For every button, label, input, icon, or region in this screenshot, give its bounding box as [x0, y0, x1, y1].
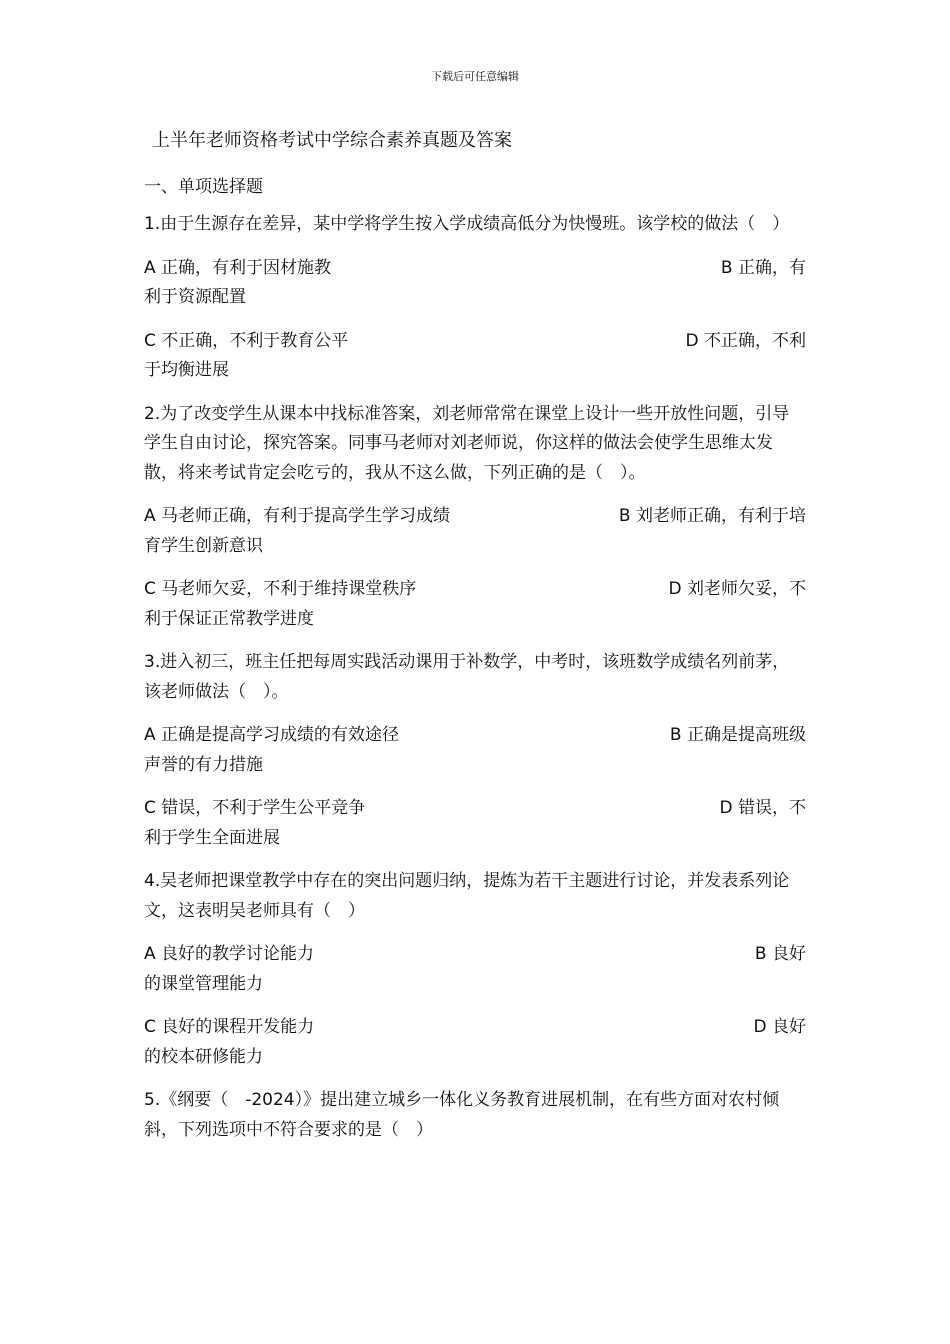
option-d: D 错误，不: [719, 798, 806, 818]
option-a: A 正确，有利于因材施教: [144, 257, 332, 278]
option-c: C 不正确，不利于教育公平: [144, 330, 349, 351]
option-a: A 良好的教学讨论能力: [144, 944, 315, 964]
question-1: [144, 210, 806, 386]
option-row: [144, 502, 806, 561]
option-b-continued: 的课堂管理能力: [144, 973, 263, 994]
option-row: [144, 327, 806, 386]
question-stem: 2.为了改变学生从课本中找标准答案，刘老师常常在课堂上设计一些开放性问题，引导学生自由讨论，探究答案。同事马老师对刘老师说，你这样的做法会使学生思维太发散，将来考试肯定会吃亏的，我从不这么做，下列正确的是（ ）。: [144, 403, 790, 483]
option-d-continued: 利于学生全面进展: [144, 827, 280, 848]
question-stem: 3.进入初三，班主任把每周实践活动课用于补数学，中考时，该班数学成绩名列前茅，该老师做法（ ）。: [144, 652, 790, 702]
section-heading: 一、单项选择题: [144, 177, 263, 197]
question-stem: 4.吴老师把课堂教学中存在的突出问题归纳，提炼为若干主题进行讨论，并发表系列论文，这表明吴老师具有（ ）: [144, 871, 790, 921]
question-list: [144, 210, 806, 1159]
question-4: [144, 867, 806, 1072]
option-d: D 刘老师欠妥，不: [668, 579, 806, 599]
option-c: C 马老师欠妥，不利于维持课堂秩序: [144, 579, 417, 599]
option-c: C 良好的课程开发能力: [144, 1017, 315, 1037]
option-c: C 错误，不利于学生公平竞争: [144, 798, 366, 818]
document-title: 上半年老师资格考试中学综合素养真题及答案: [152, 130, 512, 151]
option-row: [144, 254, 806, 313]
option-b: B 刘老师正确，有利于培: [618, 506, 806, 526]
question-2: [144, 400, 806, 635]
option-b-continued: 育学生创新意识: [144, 535, 263, 556]
option-b: B 良好: [754, 944, 806, 964]
option-b-continued: 声誉的有力措施: [144, 754, 263, 775]
option-row: [144, 575, 806, 634]
option-d-continued: 的校本研修能力: [144, 1046, 263, 1067]
option-row: [144, 940, 806, 999]
option-b: B 正确是提高班级: [669, 725, 806, 745]
option-d-continued: 于均衡进展: [144, 360, 229, 380]
option-a: A 马老师正确，有利于提高学生学习成绩: [144, 506, 451, 526]
option-row: [144, 1013, 806, 1072]
option-b: B 正确，有: [720, 257, 806, 278]
option-a: A 正确是提高学习成绩的有效途径: [144, 725, 400, 745]
question-3: [144, 648, 806, 853]
option-d: D 良好: [753, 1017, 806, 1037]
option-row: [144, 794, 806, 853]
option-row: [144, 721, 806, 780]
option-b-continued: 利于资源配置: [144, 287, 246, 307]
question-5: [144, 1086, 806, 1145]
question-stem: 1.由于生源存在差异，某中学将学生按入学成绩高低分为快慢班。该学校的做法（ ）: [144, 214, 790, 234]
option-d: D 不正确，不利: [685, 330, 806, 351]
page-header: 下载后可任意编辑: [431, 70, 519, 83]
option-d-continued: 利于保证正常教学进度: [144, 608, 314, 629]
question-stem: 5.《纲要（ -2024）》提出建立城乡一体化义务教育进展机制，在有些方面对农村倾斜，下列选项中不符合要求的是（ ）: [144, 1090, 780, 1140]
